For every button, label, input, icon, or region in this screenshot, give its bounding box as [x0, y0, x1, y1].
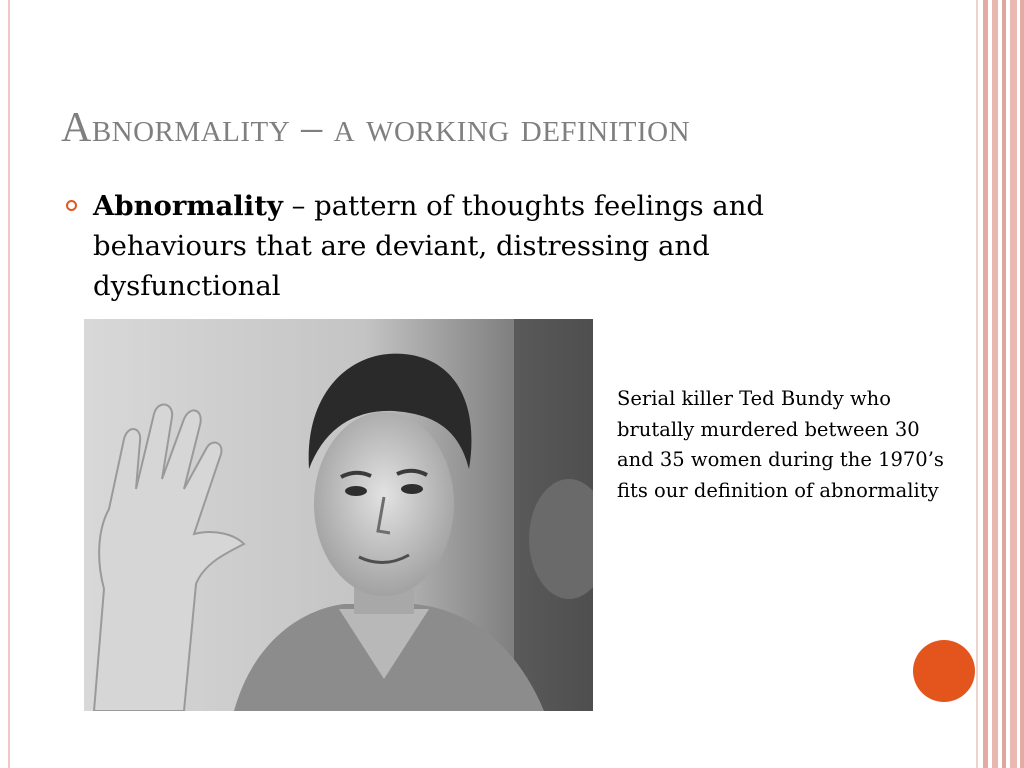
decorative-orange-circle-icon [913, 640, 975, 702]
slide-title: Abnormality – a working definition [61, 105, 691, 151]
definition-term: Abnormality [93, 190, 283, 222]
photo-caption: Serial killer Ted Bundy who brutally murdered between 30 and 35 women during the 1970’s fits our definition of abnormality [617, 387, 944, 502]
portrait-photo [84, 319, 593, 711]
definition-bullet [60, 186, 880, 306]
hollow-circle-bullet-icon [66, 200, 77, 211]
portrait-photo-illustration [84, 319, 593, 711]
left-frame-line [8, 0, 10, 768]
definition-body: – pattern of thoughts feelings and behaviours that are deviant, distressing and dysfunctional [93, 190, 765, 302]
definition-text [93, 186, 880, 306]
